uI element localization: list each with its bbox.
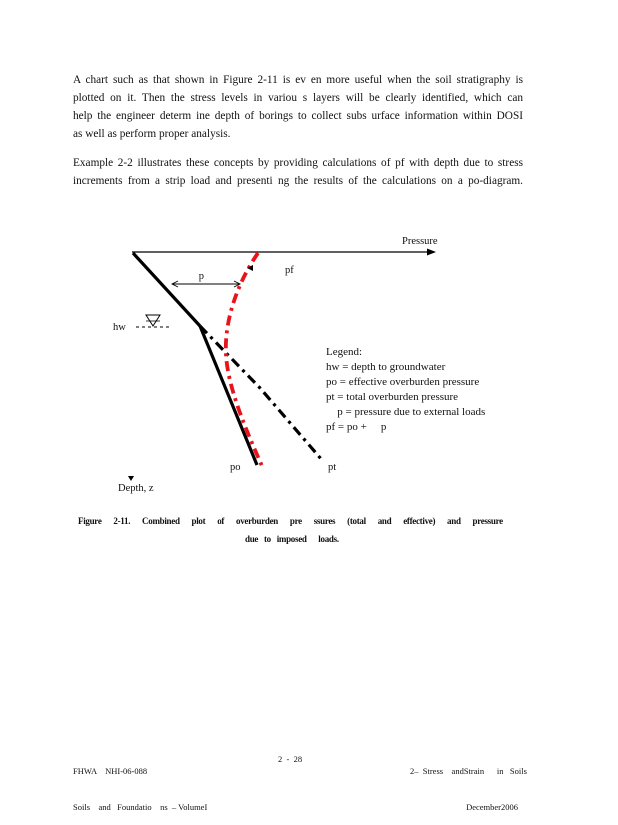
paragraph-1-line: as well as perform proper analysis.	[73, 128, 231, 140]
caption-word: and	[447, 516, 461, 526]
po-label: po	[230, 462, 241, 473]
legend-item: hw = depth to groundwater	[326, 361, 446, 373]
depth-axis-label: Depth, z	[118, 483, 154, 494]
paragraph-2-line: Example 2-2 illustrates these concepts by providing calculations of pf with depth due to stress	[73, 157, 523, 169]
paragraph-1-line: help the engineer determ ine depth of borings to collect subs urface information within DOSI	[73, 110, 523, 122]
figure-caption-line-2: due to imposed loads.	[245, 534, 339, 544]
footer-right-line-2: December2006	[466, 802, 518, 812]
legend-item: po = effective overburden pressure	[326, 376, 480, 388]
caption-word: of	[217, 516, 225, 526]
caption-word: pre	[289, 516, 302, 526]
caption-word: pressure	[472, 516, 503, 526]
hw-label: hw	[113, 322, 126, 333]
caption-word: plot	[191, 516, 206, 526]
total-pressure-line-upper	[133, 253, 200, 326]
figure-caption-line-1	[78, 516, 503, 526]
pressure-axis-label: Pressure	[402, 236, 438, 247]
paragraph-1-line: plotted on it. Then the stress levels in variou s layers will be clearly identified, which can	[73, 92, 523, 104]
pf-label: pf	[285, 265, 294, 276]
effective-pressure-line	[200, 326, 257, 465]
caption-word: ssures	[313, 516, 336, 526]
figure-legend	[326, 345, 485, 435]
legend-item: p = pressure due to external loads	[326, 406, 474, 418]
paragraph-2-line: increments from a strip load and presenti ng the results of the calculations on a po-diagram.	[73, 175, 523, 187]
caption-word: (total	[347, 516, 366, 526]
legend-title: Legend:	[326, 346, 363, 358]
paragraph-1-line: A chart such as that shown in Figure 2-11 is ev en more useful when the soil stratigraphy is	[73, 74, 523, 86]
caption-word: 2-11.	[113, 516, 131, 526]
caption-word: overburden	[236, 516, 279, 526]
footer-right-line-1: 2– Stress andStrain in Soils	[410, 766, 527, 776]
caption-word: effective)	[403, 516, 436, 526]
page-number: 2 - 28	[278, 754, 303, 764]
water-table-icon	[146, 315, 160, 326]
pt-label: pt	[328, 462, 337, 473]
pressure-axis-arrowhead	[427, 249, 436, 256]
caption-word: Combined	[142, 516, 180, 526]
delta-p-label: p	[188, 271, 194, 282]
total-pressure-line-lower	[200, 326, 322, 460]
caption-word: and	[377, 516, 392, 526]
depth-arrow-icon	[128, 476, 134, 481]
footer-left-line-1: FHWA NHI-06-088	[73, 766, 148, 776]
legend-item: pf = po + p	[326, 421, 376, 433]
footer-right	[410, 741, 527, 825]
caption-word: Figure	[78, 516, 102, 526]
footer-left-line-2: Soils and Foundatio ns – VolumeI	[73, 802, 208, 812]
footer-left	[73, 741, 207, 825]
legend-item: pt = total overburden pressure	[326, 391, 459, 403]
